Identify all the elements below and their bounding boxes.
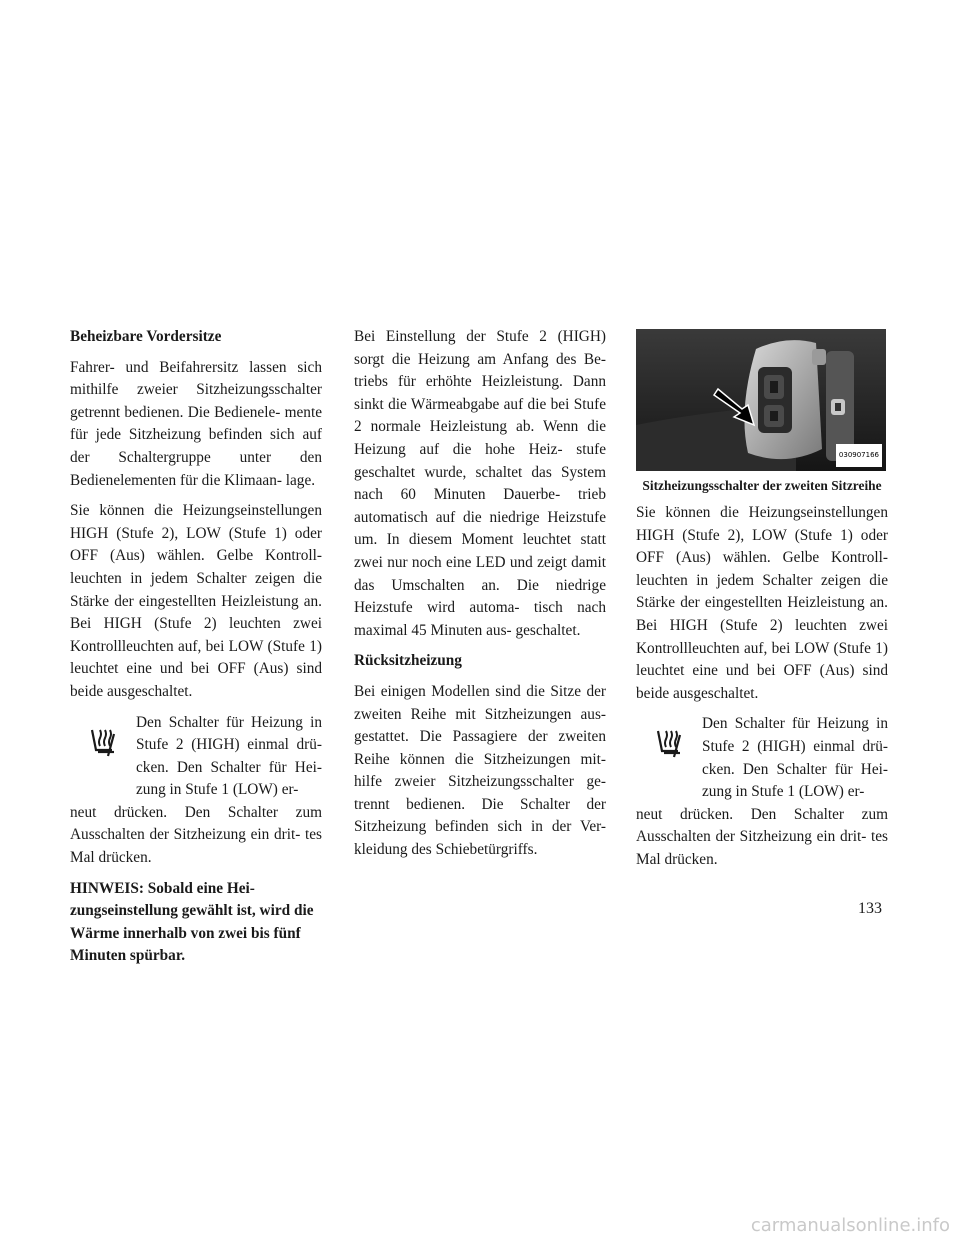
paragraph: Fahrer- und Beifahrersitz lassen sich mithilfe zweier Sitzheizungsschalter getrennt bedienen. Die Bedienele- mente für jede Sitzheizung befinden sich auf der Schaltergruppe unter den Bedienelementen für die Klimaan- lage. [70,358,322,489]
column-right [636,329,888,880]
column-left [70,326,322,976]
page-number: 133 [858,900,882,917]
note-paragraph: HINWEIS: Sobald eine Hei- zungseinstellung gewählt ist, wird die Wärme innerhalb von zwei bis fünf Minuten spürbar. [70,879,314,965]
icon-paragraph-continuation: neut drücken. Den Schalter zum Ausschalten der Sitzheizung ein drit- tes Mal drücken. [70,803,322,867]
paragraph: Sie können die Heizungseinstellungen HIGH (Stufe 2), LOW (Stufe 1) oder OFF (Aus) wählen. Gelbe Kontroll- leuchten in jedem Schalter zeigen die Stärke der eingestellten Heizleistung an. Bei HIGH (Stufe 2) leuchten zwei Kontrollleuchten auf, bei LOW (Stufe 1) leuchtet eine und bei OFF (Aus) sind beide ausgeschaltet. [70,502,322,700]
paragraph: Bei einigen Modellen sind die Sitze der zweiten Reihe mit Sitzheizungen aus- gestattet. Die Passagiere der zweiten Reihe können die Sitzheizungen mit- hilfe zweier Sitzheizungsschalter ge- trennt bedienen. Die Schalter der Sitzheizung befinden sich in der Ver- kleidung des Schiebetürgriffs. [354,682,606,859]
section-heading-front-seats: Beheizbare Vordersitze [70,328,222,345]
paragraph: Bei Einstellung der Stufe 2 (HIGH) sorgt die Heizung am Anfang des Be- triebs für erhöhte Heizleistung. Dann sinkt die Wärmeabgabe auf die bei Stufe 2 normale Heizleistung ab. Wenn die Heizung auf die hohe Heiz- stufe geschaltet wurde, schaltet das System nach 60 Minuten Dauerbe- trieb automatisch auf die niedrige Heizstufe um. In diesem Moment leuchtet statt zwei nur noch eine LED und zeigt damit das Umschalten an. Die niedrige Heizstufe wird automa- tisch nach maximal 45 Minuten aus- geschaltet. [354,328,606,639]
icon-paragraph-continuation: neut drücken. Den Schalter zum Ausschalten der Sitzheizung ein drit- tes Mal drücken. [636,805,888,868]
figure-code: 030907166 [836,444,882,467]
icon-paragraph-text: Den Schalter für Heizung in Stufe 2 (HIGH) einmal drü- cken. Den Schalter für Hei- zung in Stufe 1 (LOW) er- [136,713,322,799]
icon-paragraph [70,712,322,870]
seat-heater-icon [654,727,684,759]
figure-rear-seat-switch-photo [636,329,886,471]
paragraph: Sie können die Heizungseinstellungen HIGH (Stufe 2), LOW (Stufe 1) oder OFF (Aus) wählen. Gelbe Kontroll- leuchten in jedem Schalter zeigen die Stärke der eingestellten Heizleistung an. Bei HIGH (Stufe 2) leuchten zwei Kontrollleuchten auf, bei LOW (Stufe 1) leuchtet eine und bei OFF (Aus) sind beide ausgeschaltet. [636,504,888,702]
icon-paragraph [636,713,888,871]
column-middle [354,326,606,870]
section-heading-rear-seats: Rücksitzheizung [354,652,462,670]
seat-heater-icon [88,726,118,758]
icon-paragraph-text: Den Schalter für Heizung in Stufe 2 (HIGH) einmal drü- cken. Den Schalter für Hei- zung in Stufe 1 (LOW) er- [702,715,888,801]
figure-caption: Sitzheizungsschalter der zweiten Sitzreihe [642,478,882,493]
watermark[interactable]: carmanualsonline.info [750,1215,950,1236]
